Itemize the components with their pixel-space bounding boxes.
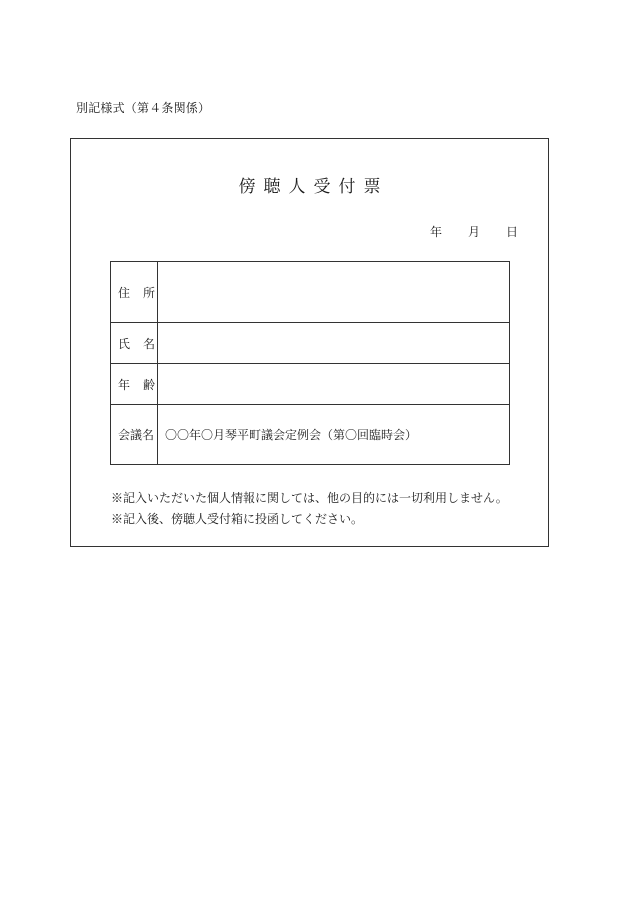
age-row [111,364,510,405]
name-row [111,323,510,364]
address-label: 住所 [118,285,169,300]
meeting-row [111,405,510,465]
name-field[interactable] [158,323,510,364]
date-day-label: 日 [505,225,518,239]
address-row [111,262,510,323]
meeting-label: 会議名 [118,428,155,442]
meeting-name-value: 〇〇年〇月琴平町議会定例会（第〇回臨時会） [158,405,510,465]
reception-form [70,138,549,547]
age-label-cell [111,364,169,405]
visitor-info-table [110,261,510,465]
meeting-label-cell [111,405,158,465]
date-line [430,223,518,240]
age-label: 年齢 [118,377,169,392]
notes [111,488,508,530]
date-month-label: 月 [467,225,480,239]
name-label-cell [111,323,169,364]
address-label-cell [111,262,169,323]
form-reference: 別記様式（第４条関係） [76,101,211,115]
note-submit: ※記入後、傍聴人受付箱に投函してください。 [111,512,364,526]
form-title: 傍聴人受付票 [238,177,389,197]
address-field[interactable] [158,262,510,323]
note-privacy: ※記入いただいた個人情報に関しては、他の目的には一切利用しません。 [111,491,508,505]
date-year-label: 年 [429,225,442,239]
age-field[interactable] [158,364,510,405]
name-label: 氏名 [118,336,169,351]
